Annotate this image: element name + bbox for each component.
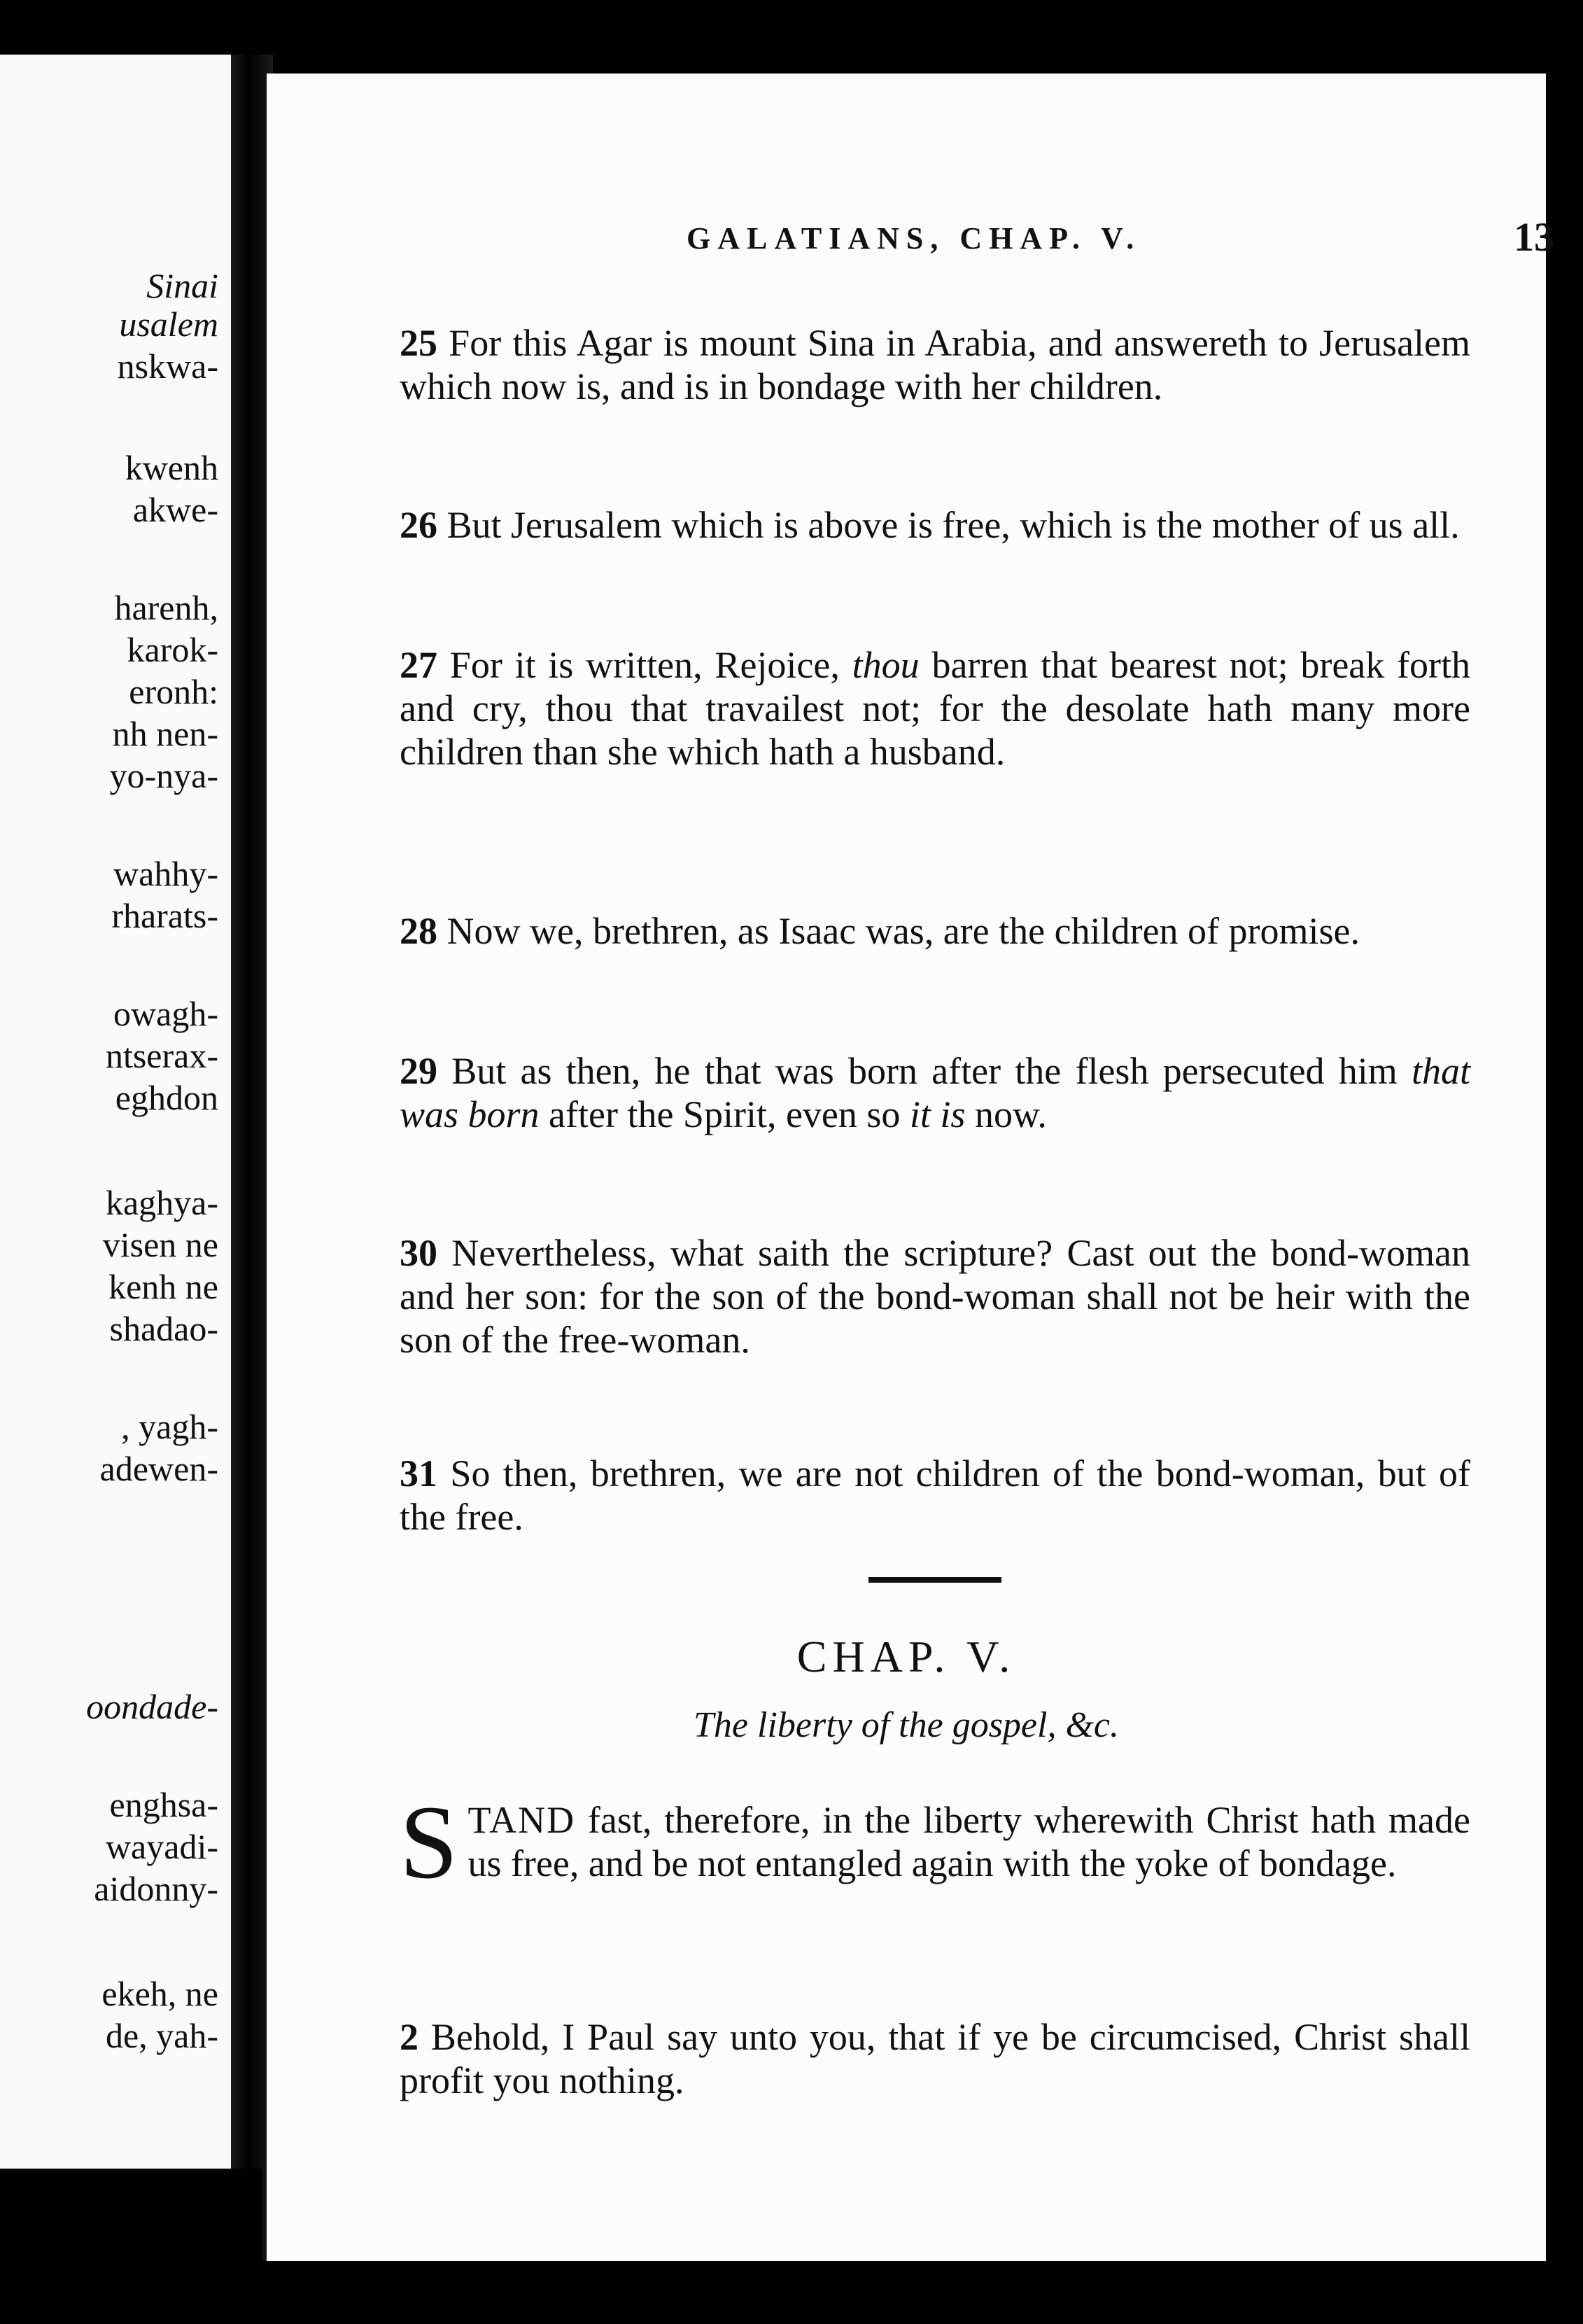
left-page-line: eghdon <box>115 1078 218 1117</box>
verse-text: now. <box>965 1093 1047 1135</box>
left-page-line: adewen- <box>99 1449 218 1488</box>
left-page-line: oondade- <box>86 1687 218 1726</box>
verse-number: 2 <box>400 2016 418 2058</box>
verse-2 <box>400 2015 1470 2102</box>
left-page-line: ekeh, ne <box>101 1974 218 2013</box>
left-page-line: nskwa- <box>117 346 218 386</box>
chapter-first-paragraph <box>400 1784 1470 1900</box>
verse-text: Now we, brethren, as Isaac was, are the children of promise. <box>446 910 1360 952</box>
left-page-line: akwe- <box>132 490 218 529</box>
paragraph-text: fast, therefore, in the liberty wherewith Christ hath made us free, and be not entangled again with the yoke of bondage. <box>467 1799 1470 1884</box>
running-head <box>687 214 1554 262</box>
verse-text: But as then, he that was born after the flesh persecuted him <box>451 1050 1412 1092</box>
verse-text: But Jerusalem which is above is free, which is the mother of us all. <box>446 504 1460 546</box>
verse-26 <box>400 503 1470 547</box>
drop-cap: S <box>400 1784 458 1900</box>
verse-italic-text: thou <box>852 644 920 686</box>
left-page-line: karok- <box>127 630 218 669</box>
running-title: GALATIANS, CHAP. V. <box>687 221 1141 255</box>
verse-30 <box>400 1231 1470 1362</box>
verse-text: after the Spirit, even so <box>539 1093 910 1135</box>
left-page-line: harenh, <box>114 588 218 627</box>
left-page-line: de, yah- <box>105 2016 218 2055</box>
chapter-heading: CHAP. V. <box>796 1632 1016 1681</box>
left-page-line: kaghya- <box>105 1183 218 1222</box>
left-page-line: yo-nya- <box>109 756 218 795</box>
left-page-line: usalem <box>119 304 218 344</box>
left-page-line: kwenh <box>125 448 218 487</box>
left-page-line: shadao- <box>109 1309 218 1348</box>
verse-number: 26 <box>400 504 437 546</box>
verse-italic-text: that was born <box>400 1050 1470 1135</box>
left-page-line: nh nen- <box>112 714 218 753</box>
left-page-line: kenh ne <box>108 1267 218 1306</box>
verse-italic-text: it is <box>909 1093 966 1135</box>
left-page-line: ntserax- <box>105 1036 218 1075</box>
small-caps-text: TAND <box>467 1799 576 1841</box>
left-page-line: rharats- <box>111 896 218 935</box>
verse-text: For it is written, Rejoice, <box>449 644 852 686</box>
verse-text: Nevertheless, what saith the scripture? Cast out the bond-woman and her son: for the son of the bond-woman shall not be heir with the son of the free-woman. <box>400 1232 1470 1361</box>
verse-28 <box>400 909 1470 953</box>
section-rule <box>868 1577 1001 1583</box>
verse-31 <box>400 1452 1470 1539</box>
left-page-line: wahhy- <box>113 854 218 893</box>
verse-25 <box>400 321 1470 408</box>
book-page <box>262 74 1554 2261</box>
verse-number: 29 <box>400 1050 437 1092</box>
verse-number: 31 <box>400 1452 437 1494</box>
left-page-line: wayadi- <box>105 1827 218 1866</box>
chapter-summary: The liberty of the gospel, &c. <box>693 1705 1119 1745</box>
verse-number: 27 <box>400 644 437 686</box>
verse-text: barren that bearest not; break forth and cry, thou that travailest not; for the desolate hath many more children than she which hath a husband. <box>400 644 1471 773</box>
left-page-line: , yagh- <box>121 1407 218 1446</box>
left-page-line: enghsa- <box>109 1785 218 1824</box>
page-number: 13 <box>1514 214 1554 260</box>
left-facing-page <box>0 55 231 2169</box>
verse-number: 25 <box>400 322 437 364</box>
verse-27 <box>400 643 1470 774</box>
left-page-line: owagh- <box>113 994 218 1033</box>
left-page-line: eronh: <box>129 672 218 711</box>
left-page-line: visen ne <box>102 1225 218 1264</box>
verse-text: Behold, I Paul say unto you, that if ye be circumcised, Christ shall profit you nothing. <box>400 2016 1470 2101</box>
left-page-line: aidonny- <box>94 1869 218 1908</box>
verse-text: So then, brethren, we are not children of the bond-woman, but of the free. <box>400 1452 1471 1538</box>
left-page-line: Sinai <box>146 266 218 305</box>
verse-29 <box>400 1049 1470 1136</box>
verse-text: For this Agar is mount Sina in Arabia, and answereth to Jerusalem which now is, and is in bondage with her children. <box>400 322 1471 407</box>
verse-number: 28 <box>400 910 437 952</box>
verse-number: 30 <box>400 1232 437 1274</box>
